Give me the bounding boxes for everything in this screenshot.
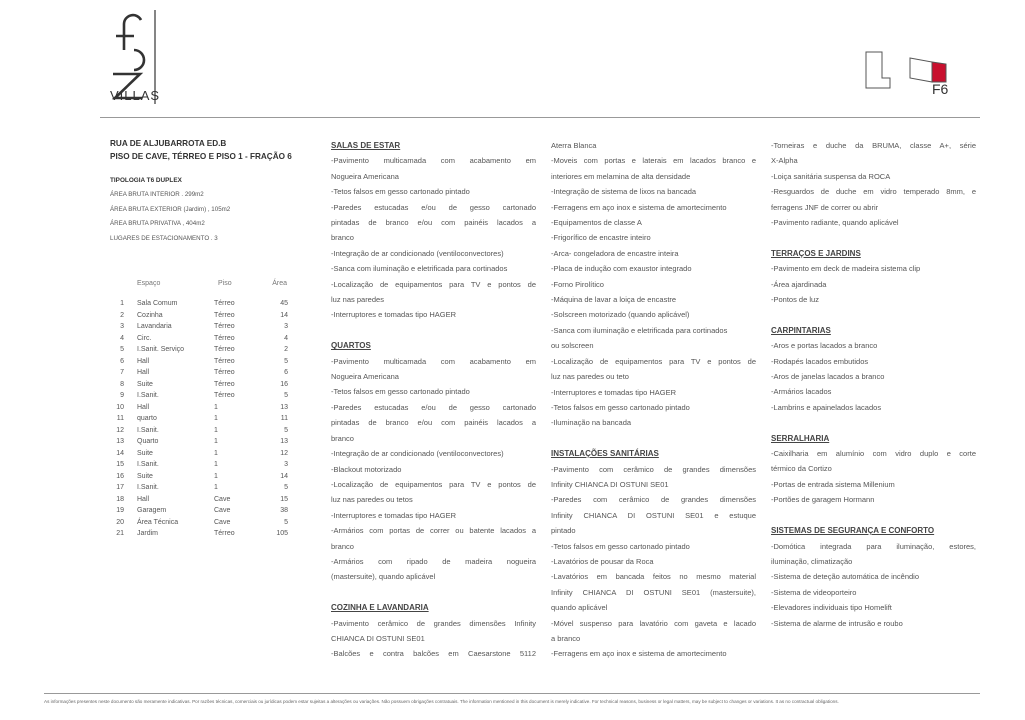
spec-line: branco xyxy=(331,233,354,243)
spec-line: -Tetos falsos em gesso cartonado pintado xyxy=(551,541,690,551)
spec-line: -Sistema de deteção automática de incêndio xyxy=(771,572,920,582)
spec-line: -Portas de entrada sistema Millenium xyxy=(771,479,895,489)
spec-line: -Ferragens em aço inox e sistema de amortecimento xyxy=(551,202,727,212)
floor-name: 1 xyxy=(214,426,218,434)
spacer xyxy=(331,585,536,600)
floor-name: Térreo xyxy=(214,311,235,319)
row-number: 13 xyxy=(116,438,124,445)
spec-line: luz nas paredes xyxy=(331,295,384,305)
spec-line: quando aplicável xyxy=(551,603,608,613)
spec-line: -Rodapés lacados embutidos xyxy=(771,356,869,366)
section-title: SISTEMAS DE SEGURANÇA E CONFORTO xyxy=(771,526,935,536)
area-value: 13 xyxy=(280,403,288,411)
area-value: 5 xyxy=(284,392,288,399)
spec-column-2 xyxy=(551,138,756,662)
row-number: 17 xyxy=(116,484,124,491)
floor-name: 1 xyxy=(214,484,218,491)
spec-line: -Localização de equipamentos para TV e pontos de xyxy=(331,479,536,489)
row-number: 18 xyxy=(116,495,124,503)
spec-line: Nogueira Americana xyxy=(331,171,399,181)
spec-line: -Lambrins e apainelados lacados xyxy=(771,402,882,412)
table-row xyxy=(110,461,300,473)
space-name: Sala Comum xyxy=(137,300,178,307)
section-title: CARPINTARIAS xyxy=(771,325,831,335)
spec-line: -Paredes estucadas e/ou de gesso cartonado xyxy=(331,202,536,212)
spec-line: -Localização de equipamentos para TV e pontos de xyxy=(331,279,536,289)
spec-line: -Arca- congeladora de encastre inteira xyxy=(551,248,679,258)
table-row xyxy=(110,450,300,462)
spec-line: ou solscreen xyxy=(551,341,594,351)
spec-line: pintadas de branco e/ou com painéis lacados a xyxy=(331,218,536,228)
floor-name: Térreo xyxy=(214,392,235,399)
spec-line: -Pavimento radiante, quando aplicável xyxy=(771,218,899,228)
table-row xyxy=(110,415,300,427)
spec-line: Aterra Blanca xyxy=(551,141,597,150)
areas-table-header xyxy=(110,280,300,300)
property-title-line: PISO DE CAVE, TÉRREO E PISO 1 - FRAÇÃO 6 xyxy=(110,151,292,161)
spec-line: luz nas paredes ou teto xyxy=(551,372,629,382)
spec-line: -Caixilharia em alumínio com vidro duplo e corte xyxy=(771,449,976,459)
spec-line: -Frigorífico de encastre inteiro xyxy=(551,233,651,243)
spacer xyxy=(331,323,536,338)
spec-line: -Equipamentos de classe A xyxy=(551,218,642,228)
area-value: 5 xyxy=(284,484,288,491)
row-number: 14 xyxy=(116,449,124,457)
floor-name: 1 xyxy=(214,472,218,480)
area-value: 15 xyxy=(280,495,288,503)
row-number: 8 xyxy=(120,380,124,388)
section-title: TERRAÇOS E JARDINS xyxy=(771,248,861,258)
table-row xyxy=(110,438,300,450)
footer-divider xyxy=(44,693,980,694)
floor-name: Térreo xyxy=(214,530,235,537)
area-value: 14 xyxy=(280,472,288,480)
spec-line: ÁREA BRUTA INTERIOR . 299m2 xyxy=(110,191,204,198)
spec-line: -Tetos falsos em gesso cartonado pintado xyxy=(331,187,470,197)
space-name: Suite xyxy=(137,472,153,480)
spec-line: -Elevadores individuais tipo Homelift xyxy=(771,603,892,613)
spec-line: -Tetos falsos em gesso cartonado pintado xyxy=(551,402,690,412)
table-row xyxy=(110,530,300,542)
spec-line: -Interruptores e tomadas tipo HAGER xyxy=(551,387,677,397)
space-name: Suite xyxy=(137,449,153,457)
spec-line: -Sistema de videoporteiro xyxy=(771,587,857,597)
header-divider xyxy=(100,117,980,118)
spec-line: -Integração de sistema de lixos na bancada xyxy=(551,187,697,197)
spec-line: -Torneiras e duche da BRUMA, classe A+, série xyxy=(771,141,976,150)
space-name: Lavandaria xyxy=(137,323,172,330)
typology: TIPOLOGIA T6 DUPLEX xyxy=(110,177,182,184)
property-info xyxy=(110,138,310,246)
spec-line: -Armários com portas de correr ou batente lacados a xyxy=(331,526,536,536)
spec-line: -Móvel suspenso para lavatório com gaveta e lacado xyxy=(551,618,756,628)
spec-line: (mastersuite), quando aplicável xyxy=(331,572,436,582)
floor-name: 1 xyxy=(214,415,218,422)
header-floor: Piso xyxy=(218,280,232,287)
row-number: 6 xyxy=(120,357,124,365)
area-value: 14 xyxy=(280,311,288,319)
spacer xyxy=(771,508,976,523)
row-number: 21 xyxy=(116,530,124,537)
property-title-line: RUA DE ALJUBARROTA ED.B xyxy=(110,139,227,148)
spec-line: -Solscreen motorizado (quando aplicável) xyxy=(551,310,690,320)
spec-line: a branco xyxy=(551,633,581,643)
spec-line: -Paredes estucadas e/ou de gesso cartonado xyxy=(331,402,536,412)
spec-line: -Paredes com cerâmico de grandes dimensões xyxy=(551,495,756,505)
spec-line: -Lavatórios em bancada feitos no mesmo material xyxy=(551,572,756,582)
floor-name: Térreo xyxy=(214,380,235,388)
area-value: 12 xyxy=(280,449,288,457)
floor-name: Térreo xyxy=(214,357,235,365)
space-name: I.Sanit. xyxy=(137,426,159,434)
area-value: 3 xyxy=(284,323,288,330)
floor-name: Térreo xyxy=(214,300,235,307)
spec-column-1 xyxy=(331,138,536,662)
spec-line: CHIANCA DI OSTUNI SE01 xyxy=(331,633,425,643)
spec-line: Infinity CHIANCA DI OSTUNI SE01 xyxy=(551,479,669,489)
spec-line: -Pavimento multicamada com acabamento em xyxy=(331,356,536,366)
space-name: Jardim xyxy=(137,530,159,537)
space-name: Quarto xyxy=(137,438,159,445)
floor-name: Térreo xyxy=(214,369,235,376)
spacer xyxy=(771,307,976,322)
row-number: 10 xyxy=(116,403,124,411)
spec-line: interiores em melamina de alta densidade xyxy=(551,171,691,181)
spec-line: -Tetos falsos em gesso cartonado pintado xyxy=(331,387,470,397)
table-row xyxy=(110,392,300,404)
spec-line: -Sistema de alarme de intrusão e roubo xyxy=(771,618,903,628)
spec-line: -Loiça sanitária suspensa da ROCA xyxy=(771,171,891,181)
table-row xyxy=(110,507,300,519)
spec-line: ÁREA BRUTA PRIVATIVA , 404m2 xyxy=(110,220,205,227)
space-name: quarto xyxy=(137,415,157,422)
row-number: 5 xyxy=(120,346,124,353)
table-row xyxy=(110,358,300,370)
spec-line: -Armários com ripado de madeira nogueira xyxy=(331,556,536,566)
spec-line: -Integração de ar condicionado (ventiloconvectores) xyxy=(331,449,504,459)
space-name: Circ. xyxy=(137,334,152,342)
floor-name: Cave xyxy=(214,507,231,514)
space-name: I.Sanit. Serviço xyxy=(137,346,185,353)
spec-line: -Armários lacados xyxy=(771,387,832,397)
floor-name: Cave xyxy=(214,518,231,526)
spec-line: -Portões de garagem Hormann xyxy=(771,495,875,505)
space-name: Suite xyxy=(137,380,153,388)
spec-line: ÁREA BRUTA EXTERIOR (Jardim) , 105m2 xyxy=(110,205,231,213)
spec-line: térmico da Cortizo xyxy=(771,464,832,474)
table-row xyxy=(110,312,300,324)
table-row xyxy=(110,300,300,312)
table-row xyxy=(110,346,300,358)
row-number: 16 xyxy=(116,472,124,480)
table-row xyxy=(110,323,300,335)
spec-line: -Pavimento multicamada com acabamento em xyxy=(331,156,536,166)
row-number: 3 xyxy=(120,323,124,330)
spec-line: -Sanca com iluminação e eletrificada para cortinados xyxy=(331,264,508,274)
row-number: 20 xyxy=(116,518,124,526)
table-row xyxy=(110,427,300,439)
section-title: SERRALHARIA xyxy=(771,433,830,443)
spec-line: -Máquina de lavar a loiça de encastre xyxy=(551,295,677,305)
spec-line: -Iluminação na bancada xyxy=(551,418,632,428)
spacer xyxy=(551,431,756,446)
area-value: 5 xyxy=(284,426,288,434)
space-name: Hall xyxy=(137,357,150,365)
spec-line: -Balcões e contra balcões em Caesarstone 5112 xyxy=(331,649,536,659)
spec-line: ferragens JNF de correr ou abrir xyxy=(771,202,879,212)
spec-line: iluminação, climatização xyxy=(771,556,853,566)
area-value: 105 xyxy=(276,530,288,537)
spec-column-3 xyxy=(771,138,976,631)
spec-line: branco xyxy=(331,433,354,443)
table-row xyxy=(110,496,300,508)
header-space: Espaço xyxy=(137,280,161,287)
floor-name: Térreo xyxy=(214,334,235,342)
spec-line: -Lavatórios de pousar da Roca xyxy=(551,556,654,566)
floor-name: Cave xyxy=(214,495,231,503)
spec-line: -Resguardos de duche em vidro temperado 8mm, e xyxy=(771,187,976,197)
floor-name: 1 xyxy=(214,438,218,445)
table-row xyxy=(110,484,300,496)
row-number: 9 xyxy=(120,392,124,399)
row-number: 4 xyxy=(120,334,124,342)
area-value: 4 xyxy=(284,334,288,342)
space-name: I.Sanit. xyxy=(137,461,159,468)
spec-line: -Aros de janelas lacados a branco xyxy=(771,372,885,382)
spec-line: -Pavimento em deck de madeira sistema clip xyxy=(771,264,921,274)
space-name: Área Técnica xyxy=(137,518,179,526)
space-name: I.Sanit. xyxy=(137,484,159,491)
area-value: 6 xyxy=(284,369,288,376)
row-number: 11 xyxy=(116,415,124,422)
space-name: Garagem xyxy=(137,507,167,514)
spacer xyxy=(771,230,976,245)
spec-line: LUGARES DE ESTACIONAMENTO . 3 xyxy=(110,234,218,242)
areas-table xyxy=(110,280,300,542)
spec-line: -Pavimento com cerâmico de grandes dimensões xyxy=(551,464,756,474)
spacer xyxy=(771,415,976,430)
area-value: 5 xyxy=(284,357,288,365)
section-title: QUARTOS xyxy=(331,341,371,351)
space-name: Hall xyxy=(137,369,150,376)
fraction-code: F6 xyxy=(932,81,949,97)
row-number: 1 xyxy=(120,300,124,307)
spec-line: -Blackout motorizado xyxy=(331,464,402,474)
table-row xyxy=(110,369,300,381)
spec-line: -Ferragens em aço inox e sistema de amortecimento xyxy=(551,649,727,659)
spec-line: -Interruptores e tomadas tipo HAGER xyxy=(331,310,457,320)
spec-line: luz nas paredes ou tetos xyxy=(331,495,413,505)
area-value: 13 xyxy=(280,438,288,445)
spec-line: -Interruptores e tomadas tipo HAGER xyxy=(331,510,457,520)
brand-subtitle: VILLAS xyxy=(110,88,161,103)
area-value: 38 xyxy=(280,507,288,514)
row-number: 12 xyxy=(116,426,124,434)
area-value: 45 xyxy=(280,300,288,307)
spec-line: -Placa de indução com exaustor integrado xyxy=(551,264,692,274)
floor-name: 1 xyxy=(214,461,218,468)
spec-line: -Localização de equipamentos para TV e pontos de xyxy=(551,356,756,366)
spec-line: Nogueira Americana xyxy=(331,372,399,382)
space-name: Cozinha xyxy=(137,311,163,319)
area-value: 3 xyxy=(284,461,288,468)
row-number: 19 xyxy=(116,507,124,514)
table-row xyxy=(110,519,300,531)
table-row xyxy=(110,381,300,393)
floor-name: 1 xyxy=(214,449,218,457)
space-name: I.Sanit. xyxy=(137,392,159,399)
row-number: 7 xyxy=(120,369,124,376)
spec-line: -Área ajardinada xyxy=(771,279,827,289)
spec-line: -Sanca com iluminação e eletrificada para cortinados xyxy=(551,325,728,335)
floor-name: Térreo xyxy=(214,323,235,330)
section-title: INSTALAÇÕES SANITÁRIAS xyxy=(551,449,659,459)
row-number: 15 xyxy=(116,461,124,468)
disclaimer: As informações presentes neste documento são meramente indicativas. Por razões técnicas, comerciais ou jurídicas podem estar sujeitas a alterações ou variações. Não possuem obrigações contratuais. The information mentioned in this document is merely indicative. For technical reasons, business or legal matters, may be subject to changes or variations. It as no contractual obligations. xyxy=(44,699,839,704)
area-value: 5 xyxy=(284,518,288,526)
spec-line: pintado xyxy=(551,526,576,536)
spec-line: -Moveis com portas e laterais em lacados branco e xyxy=(551,156,756,166)
spec-line: -Forno Pirolítico xyxy=(551,279,604,289)
spec-line: -Aros e portas lacados a branco xyxy=(771,341,878,351)
spec-line: -Pontos de luz xyxy=(771,295,819,305)
row-number: 2 xyxy=(120,311,124,319)
table-row xyxy=(110,404,300,416)
space-name: Hall xyxy=(137,495,150,503)
spec-line: -Pavimento cerâmico de grandes dimensões Infinity xyxy=(331,618,536,628)
floor-name: Térreo xyxy=(214,346,235,353)
area-value: 11 xyxy=(280,415,288,422)
floor-name: 1 xyxy=(214,403,218,411)
header-area: Área xyxy=(272,280,287,287)
spec-line: X-Alpha xyxy=(771,156,798,166)
table-row xyxy=(110,335,300,347)
space-name: Hall xyxy=(137,403,150,411)
spec-line: Infinity CHIANCA DI OSTUNI SE01 e estuque xyxy=(551,510,756,520)
area-value: 16 xyxy=(280,380,288,388)
spec-line: -Domótica integrada para iluminação, estores, xyxy=(771,541,976,551)
section-title: SALAS DE ESTAR xyxy=(331,141,401,150)
spec-line: -Integração de ar condicionado (ventiloconvectores) xyxy=(331,248,504,258)
spec-line: branco xyxy=(331,541,354,551)
table-row xyxy=(110,473,300,485)
spec-line: pintadas de branco e/ou com painéis lacados a xyxy=(331,418,536,428)
section-title: COZINHA E LAVANDARIA xyxy=(331,603,429,613)
area-value: 2 xyxy=(284,346,288,353)
spec-line: Infinity CHIANCA DI OSTUNI SE01 (mastersuite), xyxy=(551,587,756,597)
